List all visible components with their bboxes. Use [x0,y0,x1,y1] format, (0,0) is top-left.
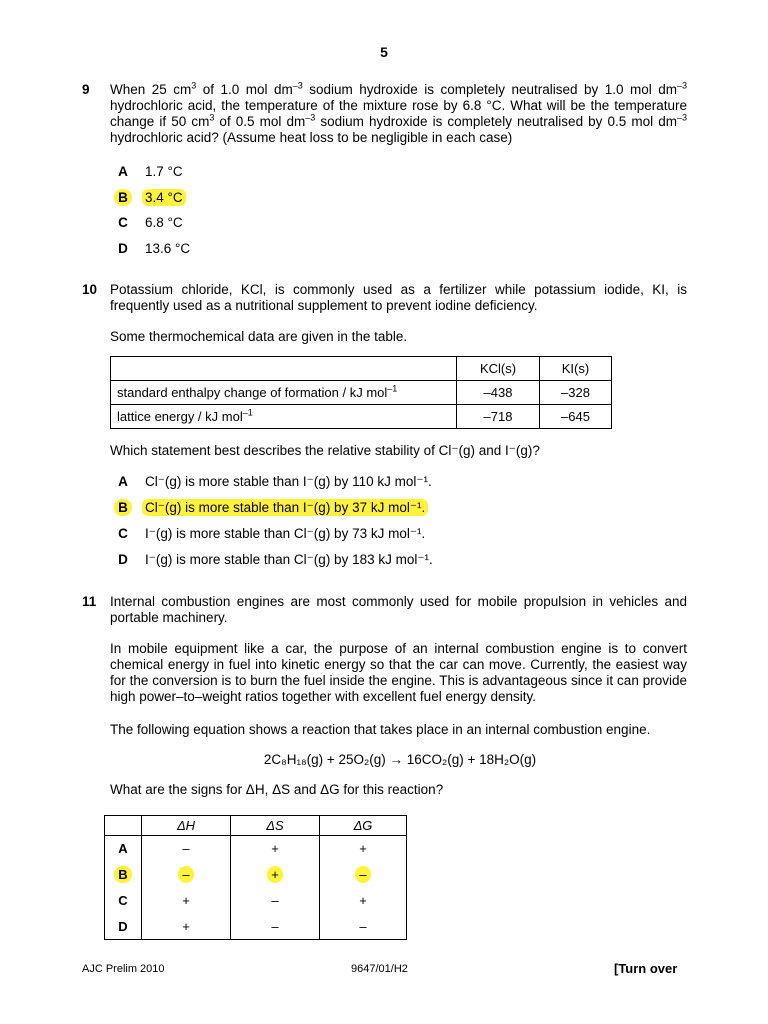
table-cell: –645 [540,405,612,429]
table-row [111,381,612,405]
question-11-para-1: Internal combustion engines are most commonly used for mobile propulsion in vehicles and portable machinery. [110,594,687,625]
q9-option-b-text: 3.4 °C [145,190,186,205]
thermochemical-data-table [110,356,612,429]
table-cell: –438 [457,381,540,405]
table-row [105,862,407,888]
question-10-number: 10 [82,282,98,297]
table-cell: –718 [457,405,540,429]
table-cell: – [320,862,407,888]
table-cell: + [142,888,231,914]
table-header-empty [111,357,457,381]
question-10-text: Potassium chloride, KCl, is commonly used as a fertilizer while potassium iodide, KI, is frequently used as a nutritional supplement to prevent iodine deficiency. [110,282,687,313]
table-cell: + [320,836,407,862]
table-header-row [105,816,407,836]
question-10-prompt: Which statement best describes the relative stability of Cl⁻(g) and I⁻(g)? [110,443,540,458]
row-letter: A [105,836,142,862]
q10-option-c-letter: C [118,526,128,541]
question-11-prompt: What are the signs for ΔH, ΔS and ΔG for this reaction? [110,782,444,797]
table-cell: – [320,914,407,940]
chemical-equation: 2C₈H₁₈(g) + 25O₂(g) → 16CO₂(g) + 18H₂O(g) [263,752,537,767]
footer-left: AJC Prelim 2010 [82,963,165,975]
footer-paper-code: 9647/01/H2 [351,963,408,975]
row-letter: D [105,914,142,940]
q9-option-c-text: 6.8 °C [145,215,183,230]
table-header-ki: KI(s) [540,357,612,381]
question-11-para-2: In mobile equipment like a car, the purpose of an internal combustion engine is to convert chemical energy in fuel into kinetic energy so that the car can move. Currently, the easiest way for the conversion is to burn the fuel inside the engine. This is advantageous since it can provide high power–to–weight ratios together with excellent fuel energy density. [110,641,687,704]
footer-turn-over: [Turn over [614,961,678,976]
question-9-number: 9 [82,82,90,97]
table-header-dg: ΔG [320,816,407,836]
table-row-label: standard enthalpy change of formation / kJ mol$^{-1}$ [111,381,457,405]
table-cell: – [231,914,320,940]
table-cell: + [231,862,320,888]
table-header-empty [105,816,142,836]
table-row [105,914,407,940]
q10-option-c-text: I⁻(g) is more stable than Cl⁻(g) by 73 kJ mol⁻¹. [145,526,426,541]
table-cell: + [231,836,320,862]
q10-option-d-letter: D [118,552,128,567]
q9-option-a-letter: A [118,164,128,179]
q9-option-d-text: 13.6 °C [145,241,191,256]
q10-option-a-letter: A [118,474,128,489]
table-header-ds: ΔS [231,816,320,836]
q10-option-a-text: Cl⁻(g) is more stable than I⁻(g) by 110 kJ mol⁻¹. [145,474,432,489]
signs-table [104,815,407,940]
question-9-text: When 25 $cm^3$ of 1.0 mol $dm^{-3}$ sodium hydroxide is completely neutralised by 1.0 mol $dm^{-3}$ hydrochloric acid, the temperature of the mixture rose by 6.8 °C. What will be the temperature change if 50 $cm^3$ of 0.5 mol $dm^{-3}$ sodium hydroxide is completely neutralised by 0.5 mol $dm^{-3}$ hydrochloric acid? (Assume heat loss to be negligible in each case) [110,80,687,145]
table-cell: –328 [540,381,612,405]
q9-option-c-letter: C [118,215,128,230]
q10-option-b-text: Cl⁻(g) is more stable than I⁻(g) by 37 kJ mol⁻¹. [145,500,428,516]
table-row [111,405,612,429]
row-letter: C [105,888,142,914]
table-row [105,888,407,914]
table-header-dh: ΔH [142,816,231,836]
question-10-intro: Some thermochemical data are given in the table. [110,329,408,344]
q9-option-b-letter: B [112,190,134,205]
table-header-kcl: KCl(s) [457,357,540,381]
question-11-para-3: The following equation shows a reaction that takes place in an internal combustion engine. [110,722,651,737]
row-letter: B [105,862,142,888]
q10-option-d-text: I⁻(g) is more stable than Cl⁻(g) by 183 kJ mol⁻¹. [145,552,433,567]
table-cell: – [142,836,231,862]
table-cell: + [320,888,407,914]
q10-option-b-letter: B [112,500,134,515]
table-row [105,836,407,862]
page-number: 5 [380,44,388,60]
table-header-row [111,357,612,381]
q9-option-a-text: 1.7 °C [145,164,183,179]
table-cell: – [142,862,231,888]
question-11-number: 11 [82,594,97,609]
table-row-label: lattice energy / kJ mol$^{-1}$ [111,405,457,429]
table-cell: + [142,914,231,940]
q9-option-d-letter: D [118,241,128,256]
table-cell: – [231,888,320,914]
